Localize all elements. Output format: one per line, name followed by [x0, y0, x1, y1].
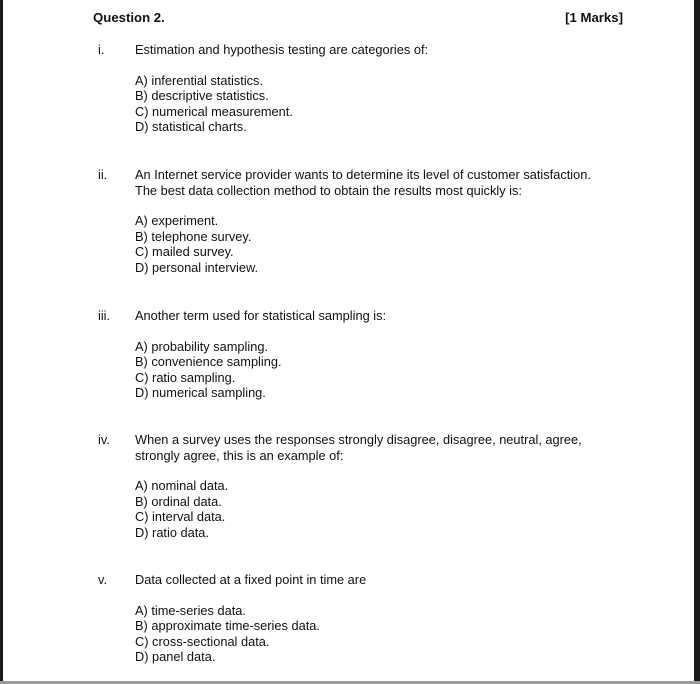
answer-options	[135, 603, 615, 665]
option-d: D) panel data.	[135, 649, 216, 665]
item-body	[135, 432, 615, 541]
item-body	[135, 167, 615, 276]
question-title: Question 2.	[93, 10, 165, 25]
option-a: A) probability sampling.	[135, 338, 269, 354]
right-page-border	[694, 0, 700, 684]
question-text: Data collected at a fixed point in time are	[135, 572, 367, 587]
option-d: D) ratio data.	[135, 524, 209, 540]
item-body	[135, 572, 615, 665]
item-numeral: ii.	[98, 167, 108, 182]
option-a: A) inferential statistics.	[135, 72, 264, 88]
answer-options	[135, 339, 615, 401]
option-b: B) telephone survey.	[135, 228, 252, 244]
left-page-border	[0, 0, 3, 684]
option-c: C) interval data.	[135, 509, 226, 525]
option-b: B) convenience sampling.	[135, 354, 282, 370]
option-d: D) personal interview.	[135, 259, 259, 275]
option-b: B) ordinal data.	[135, 493, 222, 509]
option-c: C) mailed survey.	[135, 244, 234, 260]
question-text: An Internet service provider wants to determine its level of customer satisfaction. The best data collection method to obtain the results most quickly is:	[135, 167, 591, 198]
option-b: B) descriptive statistics.	[135, 88, 269, 104]
option-a: A) time-series data.	[135, 602, 246, 618]
item-numeral: i.	[98, 42, 105, 57]
question-text: Another term used for statistical sampling is:	[135, 308, 387, 323]
marks-label: [1 Marks]	[565, 10, 623, 25]
item-numeral: iii.	[98, 308, 111, 323]
option-c: C) numerical measurement.	[135, 103, 293, 119]
question-text: When a survey uses the responses strongly disagree, disagree, neutral, agree, strongly agree, this is an example of:	[135, 432, 582, 463]
question-text: Estimation and hypothesis testing are categories of:	[135, 42, 429, 57]
option-a: A) nominal data.	[135, 478, 229, 494]
item-body	[135, 42, 615, 135]
option-c: C) ratio sampling.	[135, 369, 236, 385]
answer-options	[135, 73, 615, 135]
option-a: A) experiment.	[135, 213, 219, 229]
option-d: D) statistical charts.	[135, 119, 247, 135]
answer-options	[135, 478, 615, 540]
answer-options	[135, 213, 615, 275]
option-b: B) approximate time-series data.	[135, 618, 320, 634]
item-numeral: iv.	[98, 432, 110, 447]
option-c: C) cross-sectional data.	[135, 633, 270, 649]
item-numeral: v.	[98, 572, 108, 587]
item-body	[135, 308, 615, 401]
option-d: D) numerical sampling.	[135, 385, 266, 401]
question-page	[93, 0, 623, 684]
